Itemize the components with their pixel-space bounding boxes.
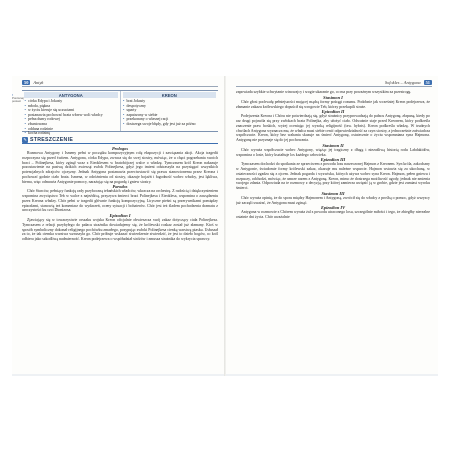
subsection-title: Parodos — [112, 184, 128, 190]
character-trait: • postanawia pochować brata wbrew woli władcy — [24, 113, 118, 118]
summary-text-left — [22, 146, 218, 242]
character-trait: • młoda, piękna — [24, 104, 118, 109]
paragraph: Podejrzenia Kreona i Chóru nie potwierdzają się, gdyż strażnicy przyprowadzają do pałacu Antygonę, złapaną, kiedy po raz drugi pojawiła się przy zwłokach brata Polinejka, aby ułożyć ciało. Odważnie staje przed Kreonem, który podkreśla znaczenie praw boskich, wyżej oceniając jej wysoką religijność (tzw. hybris). Kreon podkreśla władzę. W trudnych chwilach Antygona wyznacza mu, że władca musi siebie cenić odpowiedzialność za czyn siostry, a jednocześnie zaświadcza współczucie. Kreon, który bez wahania skazuje na śmierć Antygonę, ostatecznie o życiu wspomniana syna Hajmona. Antygonę nie przyznaje się do jej pochowania. — [236, 114, 430, 142]
summary-text-right — [236, 90, 430, 220]
section-title: STRESZCZENIE — [30, 136, 74, 143]
page-footer — [12, 374, 224, 376]
paragraph: Chór głosi pochwałę pełniejszości mającej mądrą formy pośrągi rozumu. Podobnie jak wcześniej Kreon podejrzewa, że złamanie zakazu królewskiego dopuścił się wrogowie Teb, którzy przekupili straże. — [236, 99, 430, 109]
character-col-kreon — [120, 91, 219, 131]
character-trait: • zbuntowana — [24, 122, 118, 127]
character-trait: • brat Jokasty — [123, 99, 217, 104]
header-rule — [22, 86, 218, 87]
page-number-right: 51 — [425, 79, 430, 85]
character-trait: • córka Edypa i Jokasty — [24, 99, 118, 104]
header-rule — [236, 86, 432, 87]
subsection-title: Stasimon III — [321, 190, 345, 196]
running-title-left: Antyk — [33, 79, 44, 85]
section-heading — [22, 136, 218, 144]
running-head-left — [22, 78, 218, 86]
paragraph: Tymczasem dochodzi do spotkania ze sprzeciwem z powodu losu narzeczonej Hajmon z Kreonem. Syn króla, zakochany w Antygonie, świadomie formy królewski zakaz, okazuje mu należne wsparcie. Hajmon wstawia się za ukochaną, w ostateczności zgadza się z ojcem. Jednak pogarda i wyzwiska, których używa wobec syna Kreon. Hajmon, pełen gniewu i rozpaczy, odchodzi, mówiąc, że umrze razem z Antygoną. Kreon, mimo że dostrzega możliwość ugody, jednak nie zmienia swojego zdania. Odpowiada na te rozmowy z decyzją, przy której zamierza uwięzić ją w grobie, gdzie jest zamiast wyroku śmierci. — [236, 162, 430, 190]
character-table — [22, 90, 218, 136]
character-trait: • zapatrzony w siebie — [123, 113, 217, 118]
subsection-title: Stasimon I — [323, 94, 343, 100]
character-trait: • despotyczny — [123, 104, 217, 109]
paragraph: Antygona w rozmowie z Chórem wyraża żal z powodu utraconego losu, szczególnie miłości i tego, że zbiegłby nierealne ostatnie dni życia. Chór uważalnie — [236, 210, 430, 219]
paragraph: Chór wyraża opinię, że do sporu między Hajmonem i Antygoną, zwrócił się do władcy z prośbą o pomoc, gdyż wszyscy już zaczęli uważać, że Antygona musi zginąć. — [236, 195, 430, 205]
subsection-title: Epizodion IV — [320, 205, 346, 211]
left-page — [12, 76, 224, 376]
subsection-title: Epizodion II — [321, 109, 345, 115]
paragraph: Rozmowa Antygony i Ismeny pełni w początku kompozycyjnym rolę ekspozycji i zawiązania akcji. Akcja tragedii rozpoczyna się przed świtem. Antygona, córka Edypa, zwraca się do swej siostry, mówiąc, że u chęci pogrzebania swoich braci – Polinejkesa, który zginął wraz z Eteoklesem w bratobójczej walce o władzę. Tymczasem król Kreon nakazuje pozostawienie na pastwę dzikich zwierząt zwłok Polinejkesa, gdyż jego imieni odstraszyła na przysięgać wszystkich potencjalnych zdrajców ojczyzny. Jednak Antygona postanawia przeciwstawić się prawu stanowionemu przez Kreona i pochować godnie ciało brata. Ismena, w odróżnieniu od siostry, okazuje bojaźń i łagodność wobec władcy, jest lękliwa, bierna, więc odmawia Antygonie pomocy, narażając się na pogardę i gniew siostry. — [22, 151, 218, 184]
running-title-right: Sofokles – Antygona — [384, 79, 421, 85]
book-icon: ✎ — [23, 136, 27, 142]
character-trait: • przekonany o własnej racji — [123, 117, 217, 122]
subsection-title: Epizodion III — [320, 157, 346, 163]
character-list-kreon — [123, 99, 217, 127]
running-head-right — [236, 78, 432, 86]
character-header: KREON — [123, 92, 217, 98]
page-number-left: 50 — [24, 79, 29, 85]
character-trait: • pełna dumy rodowej — [24, 117, 118, 122]
character-trait: • dostrzega swoje błędy, gdy jest już za późno — [123, 122, 217, 127]
character-trait: • uparty — [123, 108, 217, 113]
paragraph: Zjawiający się w towarzystwie orszaku wojska Kreon oficjalnie obwieszcza swój zakaz dotyczący ciała Polinejkesa. Tymczasem z relacji przybyłego do pałacu strażnika dowiadujemy się, że królewski rozkaz został już złamany. Ktoś w sposób symboliczny dokonał religijnego pochówku zmarłego, posypując zwłoki Polinejkesa cienką warstwą piasku. Usłuszał za to, że tak ciemka warstwa wzruszyła go. Chór próbuje wskazać stwierdzenie stwierdzić, że jest to dzieło bogów, co król odbiera jako szkodliwą nadmierność. Kreon podejrzewa o współudział stróżów i zmusza strażnika do wykrycia sprawcy. — [22, 218, 218, 241]
character-trait: • w życiu kieruje się uczuciami — [24, 108, 118, 113]
character-trait: • kocha rodzinę — [24, 131, 118, 136]
right-page — [226, 76, 438, 376]
character-header: ANTYGONA — [24, 92, 118, 98]
character-list-antygona — [24, 99, 118, 136]
margin-marker-icon: ▪ — [12, 93, 14, 97]
subsection-title: Epizodion I — [109, 213, 131, 218]
margin-note: ▪ Porównaj postaci — [12, 93, 24, 104]
character-col-antygona — [22, 91, 120, 136]
character-trait: • oddana rodzinie — [24, 127, 118, 132]
subsection-title: Stasimon II — [322, 142, 344, 148]
paragraph: zapowiada szybkie schwytanie winowajcy i srogie ukaranie go, co ma przy poważnym wszystkim za przestrogę. — [236, 90, 412, 94]
paragraph: Chór wyraża współczucie wobec Antygony, wiążąc jej tragiczny z długą i niezaśliwą historią rodu Labdakidów, wspomina o losie, który kształtuje los każdego człowieka. — [236, 147, 430, 157]
page-footer — [226, 374, 438, 376]
subsection-title: Prologos — [111, 146, 129, 151]
paragraph: Chór Starców, pełniący funkcję rady przyboczną tebańskich władców, wkracza na orchestrę. Z radością i dziękczynieniem wspomina zwycięstwo Teb w walce z najeźdźcą, przyzywa śmierci braci Polinejkesa i Eteoklesa, wspomina o zarządzeniu przez Kreona władzy. Chór pełni w tragedii głównie funkcję kompozycyjną. Liryczne pieśni są przerywnikami pomiędzy epizodami, stanowią też komentarz do wydarzeń, oceny sytuacji i bohaterów. Chór jest też śladem pochodzenia dramatu z uroczystości ku czci Dionizosa. — [22, 189, 218, 213]
